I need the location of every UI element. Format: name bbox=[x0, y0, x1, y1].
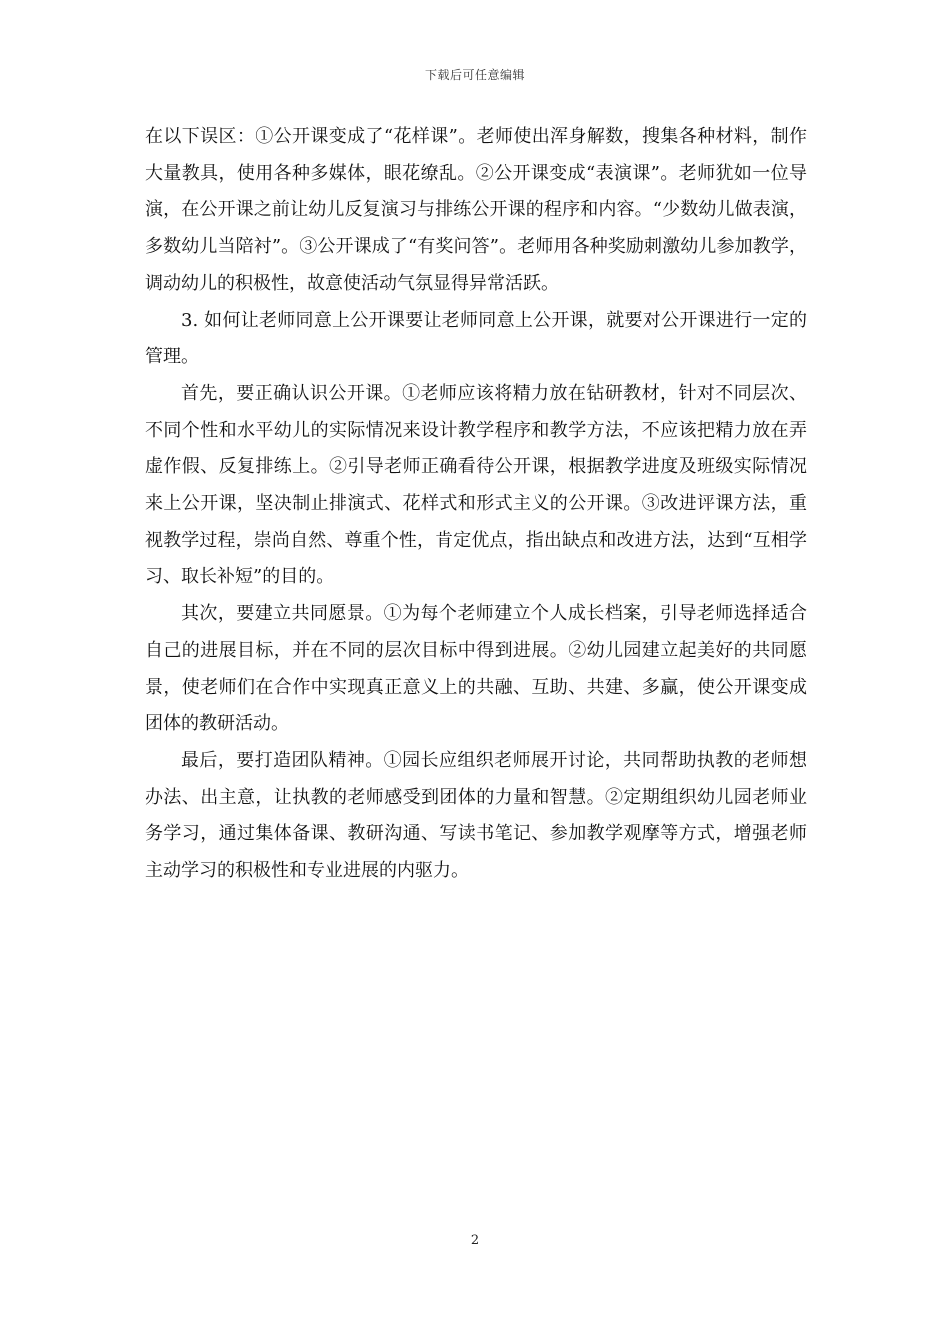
page-header: 下载后可任意编辑 bbox=[424, 68, 525, 82]
page-number: 2 bbox=[470, 1233, 480, 1248]
paragraph-misconceptions: 在以下误区：①公开课变成了“花样课”。老师使出浑身解数，搜集各种材料，制作大量教具，使用各种多媒体，眼花缭乱。②公开课变成“表演课”。老师犹如一位导演，在公开课之前让幼儿反复演习与排练公开课的程序和内容。“少数幼儿做表演，多数幼儿当陪衬”。③公开课成了“有奖问答”。老师用各种奖励刺激幼儿参加教学，调动幼儿的积极性，故意使活动气氛显得异常活跃。 bbox=[145, 126, 807, 294]
paragraph-first: 首先，要正确认识公开课。①老师应该将精力放在钻研教材，针对不同层次、不同个性和水平幼儿的实际情况来设计教学程序和教学方法，不应该把精力放在弄虚作假、反复排练上。②引导老师正确看待公开课，根据教学进度及班级实际情况来上公开课，坚决制止排演式、花样式和形式主义的公开课。③改进评课方法，重视教学过程，崇尚自然、尊重个性，肯定优点，指出缺点和改进方法，达到“互相学习、取长补短”的目的。 bbox=[145, 382, 807, 588]
document-body bbox=[145, 119, 807, 890]
paragraph-second: 其次，要建立共同愿景。①为每个老师建立个人成长档案，引导老师选择适合自己的进展目标，并在不同的层次目标中得到进展。②幼儿园建立起美好的共同愿景，使老师们在合作中实现真正意义上的共融、互助、共建、多赢，使公开课变成团体的教研活动。 bbox=[145, 603, 807, 735]
paragraph-last: 最后，要打造团队精神。①园长应组织老师展开讨论，共同帮助执教的老师想办法、出主意，让执教的老师感受到团体的力量和智慧。②定期组织幼儿园老师业务学习，通过集体备课、教研沟通、写读书笔记、参加教学观摩等方式，增强老师主动学习的积极性和专业进展的内驱力。 bbox=[145, 749, 807, 882]
paragraph-section-3: 3. 如何让老师同意上公开课要让老师同意上公开课，就要对公开课进行一定的管理。 bbox=[145, 309, 807, 368]
